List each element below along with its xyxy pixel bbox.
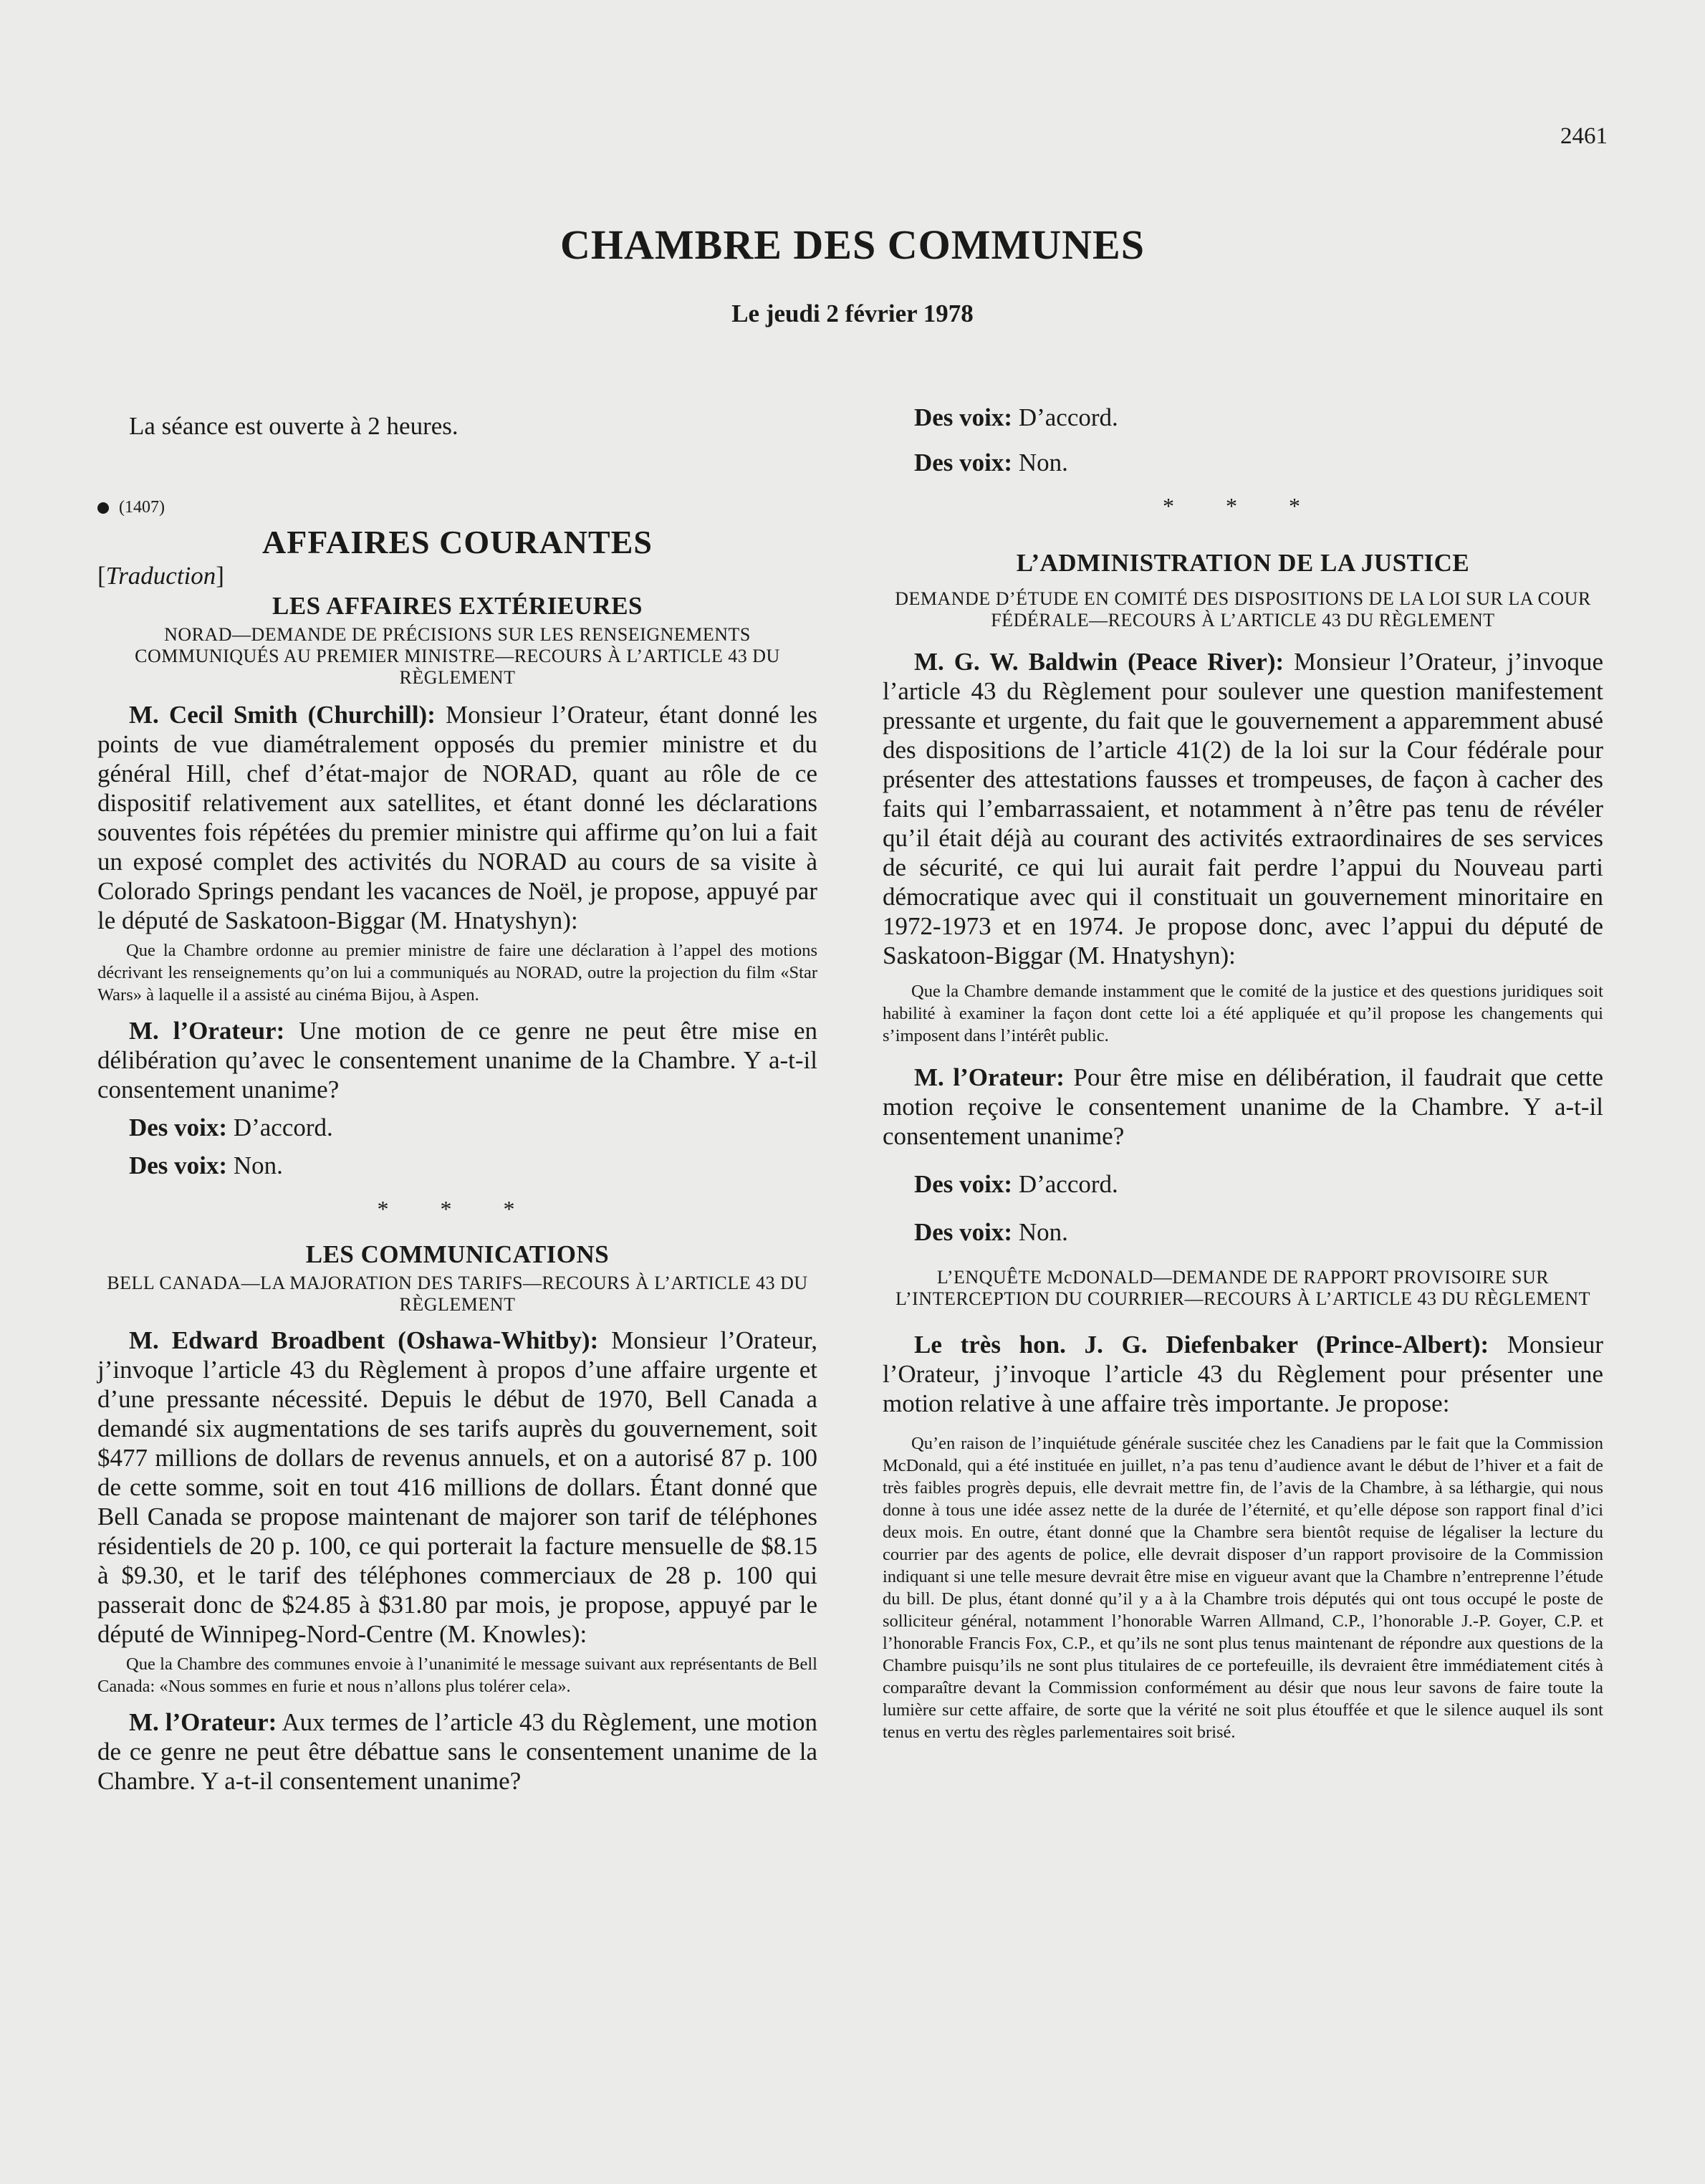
translation-note (97, 561, 817, 591)
speech-text: Pour être mise en délibération, il faudrait que cette motion reçoive le consentement unanime de la Chambre. Y a-t-il consentement unanime? (883, 1063, 1603, 1150)
speech-text: Monsieur l’Orateur, j’invoque l’article 43 du Règlement pour présenter une motion relative à une affaire très importante. Je propose: (883, 1331, 1604, 1417)
section-title: AFFAIRES COURANTES (262, 524, 653, 560)
topic-heading: LES AFFAIRES EXTÉRIEURES (272, 592, 643, 620)
speaker-name: M. l’Orateur: (914, 1063, 1065, 1091)
voice-line (914, 403, 1603, 432)
speaker-name: M. l’Orateur: (129, 1708, 277, 1736)
voice-label: Des voix: (914, 1218, 1013, 1246)
voice-label: Des voix: (914, 403, 1013, 431)
speech-paragraph (97, 1016, 817, 1104)
speech-paragraph (883, 1330, 1603, 1418)
voice-text: D’accord. (227, 1113, 333, 1141)
voice-line (914, 448, 1603, 477)
topic-subheading: NORAD—DEMANDE DE PRÉCISIONS SUR LES RENSEIGNEMENTS COMMUNIQUÉS AU PREMIER MINISTRE—RECOURS À L’ARTICLE 43 DU RÈGLEMENT (135, 624, 780, 688)
speaker-name: M. G. W. Baldwin (Peace River): (914, 648, 1284, 676)
section-separator: * * * (1163, 493, 1323, 519)
opening-line: La séance est ouverte à 2 heures. (129, 412, 458, 440)
left-column (97, 401, 817, 1796)
translation-word: Traduction (105, 562, 216, 590)
voice-text: D’accord. (1012, 1170, 1118, 1198)
speaker-name: M. Cecil Smith (Churchill): (129, 701, 436, 729)
speech-text: Une motion de ce genre ne peut être mise en délibération qu’avec le consentement unanime de la Chambre. Y a-t-il consentement unanime? (97, 1017, 817, 1103)
voice-text: Non. (1012, 449, 1068, 476)
motion-text: Qu’en raison de l’inquiétude générale suscitée chez les Canadiens par le fait que la Commission McDonald, qui a été instituée en juillet, n’a pas tenu d’audience avant le début de l’hiver et a fait de très faibles progrès depuis, elle devrait mettre fin, de l’avis de la Chambre, à sa léthargie, qui nous donne à tous une idée assez nette de la durée de l’éternité, et qu’elle dépose son rapport final d’ici deux mois. En outre, étant donné que la Chambre sera bientôt requise de légaliser la lecture du courrier par des agents de police, elle devrait disposer d’un rapport provisoire de la Commission indiquant si une telle mesure devrait être mise en vigueur avant que la Chambre n’entreprenne l’étude du bill. De plus, étant donné qu’il y a à la Chambre trois députés qui ont tous occupé le poste de solliciteur général, notamment l’honorable Warren Allmand, C.P., l’honorable J.-P. Goyer, C.P. et l’honorable Francis Fox, C.P., et qu’ils ne sont plus tenus maintenant de répondre aux questions de la Chambre puisqu’ils ne sont plus titulaires de ce portefeuille, ils devraient être immédiatement cités à comparaître devant la Commission conformément au désir que nous leur savons de faire toute la lumière sur cette affaire, de sorte que la vérité ne soit plus étouffée et que le silence auquel ils sont tenus en vertu des règles parlementaires soit brisé. (883, 1434, 1603, 1742)
voice-line (914, 1169, 1603, 1199)
translation-bracket-open: [ (97, 562, 106, 590)
voice-line (129, 1113, 817, 1142)
voice-text: D’accord. (1012, 403, 1118, 431)
motion-text: Que la Chambre des communes envoie à l’unanimité le message suivant aux représentants de Bell Canada: «Nous sommes en furie et nous n’allons plus tolérer cela». (97, 1654, 817, 1696)
timestamp (97, 497, 817, 518)
section-separator: * * * (377, 1196, 538, 1222)
speech-text: Monsieur l’Orateur, étant donné les points de vue diamétralement opposés du premier ministre et du général Hill, chef d’état-major de NORAD, quant au rôle de ce dispositif relativement aux satellites, et étant donné les déclarations souventes fois répétées du premier ministre qui affirme qu’on lui a fait un exposé complet des activités du NORAD au cours de sa visite à Colorado Springs pendant les vacances de Noël, je propose, appuyé par le député de Saskatoon-Biggar (M. Hnatyshyn): (97, 701, 817, 934)
speaker-name: M. Edward Broadbent (Oshawa-Whitby): (129, 1326, 599, 1354)
speech-text: Monsieur l’Orateur, j’invoque l’article 43 du Règlement pour soulever une question manifestement pressante et urgente, du fait que le gouvernement a apparemment abusé des dispositions de l’article 41(2) de la loi sur la Cour fédérale pour présenter des attestations fausses et trompeuses, de façon à cacher des faits qui l’embarrassaient, et notamment à n’être pas tenu de révéler qu’il était déjà au courant des activités extraordinaires de ses services de sécurité, ce qui lui aurait fait perdre l’appui du Nouveau parti démocratique avec qui il constituait un gouvernement minoritaire en 1972-1973 et en 1974. Je propose donc, avec l’appui du député de Saskatoon-Biggar (M. Hnatyshyn): (883, 648, 1603, 969)
speech-paragraph (97, 1326, 817, 1649)
translation-bracket-close: ] (216, 562, 224, 590)
voice-line (914, 1217, 1603, 1247)
topic-subheading: DEMANDE D’ÉTUDE EN COMITÉ DES DISPOSITIONS DE LA LOI SUR LA COUR FÉDÉRALE—RECOURS À L’ARTICLE 43 DU RÈGLEMENT (895, 588, 1591, 631)
voice-label: Des voix: (914, 1170, 1013, 1198)
voice-label: Des voix: (129, 1113, 228, 1141)
timestamp-text: (1407) (119, 498, 165, 517)
right-column (883, 401, 1603, 1753)
motion-text: Que la Chambre demande instamment que le comité de la justice et des questions juridiques soit habilité à examiner la façon dont cette loi a été appliquée et qu’il propose les changements qui s’imposent dans l’intérêt public. (883, 982, 1603, 1045)
voice-line (129, 1151, 817, 1180)
voice-text: Non. (227, 1151, 283, 1179)
voice-label: Des voix: (914, 449, 1013, 476)
speech-paragraph (97, 1708, 817, 1796)
topic-subheading: L’ENQUÊTE McDONALD—DEMANDE DE RAPPORT PROVISOIRE SUR L’INTERCEPTION DU COURRIER—RECOURS À L’ARTICLE 43 DU RÈGLEMENT (895, 1267, 1590, 1309)
sitting-date: Le jeudi 2 février 1978 (731, 300, 974, 327)
speaker-name: Le très hon. J. G. Diefenbaker (Prince-Albert): (914, 1331, 1489, 1359)
voice-text: Non. (1012, 1218, 1068, 1246)
voice-label: Des voix: (129, 1151, 228, 1179)
speech-paragraph (883, 1063, 1603, 1151)
speech-text: Aux termes de l’article 43 du Règlement, une motion de ce genre ne peut être débattue sans le consentement unanime de la Chambre. Y a-t-il consentement unanime? (97, 1708, 817, 1795)
topic-heading: L’ADMINISTRATION DE LA JUSTICE (1016, 549, 1470, 577)
speech-paragraph (883, 647, 1603, 970)
bullet-icon (97, 502, 109, 514)
topic-heading: LES COMMUNICATIONS (305, 1240, 610, 1268)
speech-text: Monsieur l’Orateur, j’invoque l’article 43 du Règlement à propos d’une affaire urgente et d’une pressante nécessité. Depuis le début de 1970, Bell Canada a demandé six augmentations de ses tarifs auprès du gouvernement, soit $477 millions de dollars de revenus annuels, et on a autorisé 87 p. 100 de cette somme, soit en tout 416 millions de dollars. Étant donné que Bell Canada se propose maintenant de majorer son tarif de téléphones résidentiels de 20 p. 100, ce qui porterait la facture mensuelle de $8.15 à $9.30, et le tarif des téléphones commerciaux de 28 p. 100 qui passerait donc de $24.85 à $31.80 par mois, je propose, appuyé par le député de Winnipeg-Nord-Centre (M. Knowles): (97, 1326, 817, 1648)
page-number: 2461 (1560, 123, 1608, 149)
speaker-name: M. l’Orateur: (129, 1017, 285, 1045)
topic-subheading: BELL CANADA—LA MAJORATION DES TARIFS—RECOURS À L’ARTICLE 43 DU RÈGLEMENT (107, 1273, 808, 1315)
motion-text: Que la Chambre ordonne au premier ministre de faire une déclaration à l’appel des motions décrivant les renseignements qu’on lui a communiqués au NORAD, outre la projection du film «Star Wars» à laquelle il a assisté au cinéma Bijou, à Aspen. (97, 941, 817, 1005)
speech-paragraph (97, 700, 817, 935)
page-title: CHAMBRE DES COMMUNES (560, 221, 1145, 268)
